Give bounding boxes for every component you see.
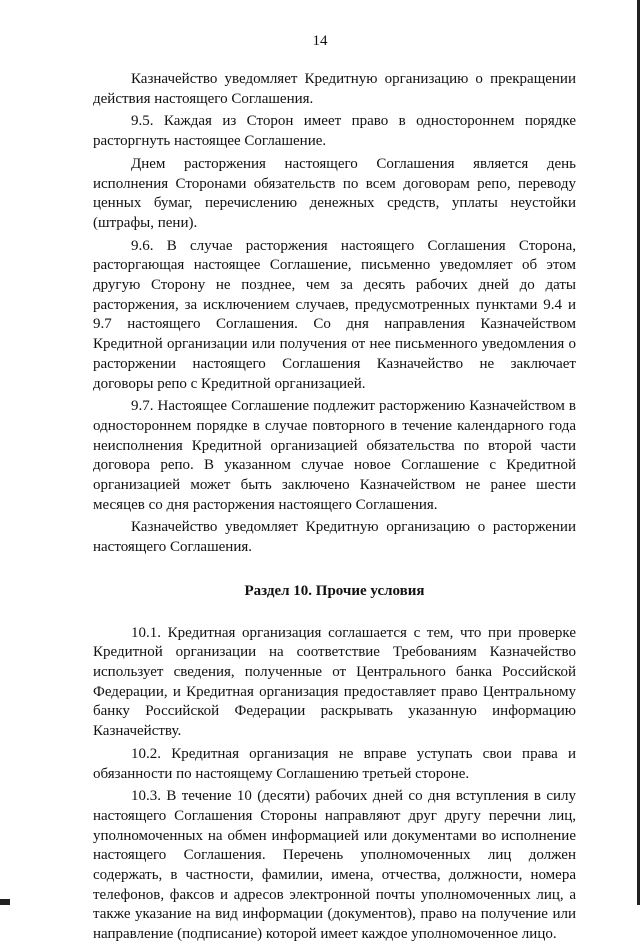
paragraph: Днем расторжения настоящего Соглашения является день исполнения Сторонами обязательств по всем договорам репо, переводу ценных бумаг, перечислению денежных средств, уплаты неустойки (штрафы, пени).	[93, 155, 576, 231]
paragraph-10-3: 10.3. В течение 10 (десяти) рабочих дней со дня вступления в силу настоящего Соглашения Стороны направляют друг другу перечни лиц, уполномоченных на обмен информацией или документами во исполнение настоящего Соглашения. Перечень уполномоченных лиц должен содержать, в частности, фамилии, имена, отчества, должности, номера телефонов, факсов и адресов электронной почты уполномоченных лиц, а также указание на вид информации (документов), право на получение или направление (подписание) которой имеет каждое уполномоченное лицо.	[93, 788, 576, 943]
paragraph-10-1: 10.1. Кредитная организация соглашается с тем, что при проверке Кредитной организации на соответствие Требованиям Казначейство использует сведения, полученные от Центрального банка Российской Федерации, и Кредитная организация предоставляет право Центральному банку Российской Федерации раскрывать указанную информацию Казначейству.	[93, 624, 576, 740]
paragraph-10-2: 10.2. Кредитная организация не вправе уступать свои права и обязанности по настоящему Соглашению третьей стороне.	[93, 745, 576, 782]
section-heading: Раздел 10. Прочие условия	[244, 582, 425, 599]
paragraph-9-7: 9.7. Настоящее Соглашение подлежит расторжению Казначейством в одностороннем порядке в случае повторного в течение календарного года неисполнения Кредитной организацией обязательства по второй части договора репо. В указанном случае новое Соглашение с Кредитной организацией может быть заключено Казначейством не ранее шести месяцев со дня расторжения настоящего Соглашения.	[93, 398, 576, 513]
paragraph: Казначейство уведомляет Кредитную организацию о расторжении настоящего Соглашения.	[93, 519, 576, 556]
page-number: 14	[312, 33, 328, 49]
paragraph-9-5: 9.5. Каждая из Сторон имеет право в одностороннем порядке расторгнуть настоящее Соглашение.	[93, 113, 576, 150]
paragraph: Казначейство уведомляет Кредитную организацию о прекращении действия настоящего Соглашения.	[93, 71, 576, 107]
page-body	[93, 70, 576, 945]
scan-corner-mark	[0, 899, 10, 905]
paragraph-9-6: 9.6. В случае расторжения настоящего Соглашения Сторона, расторгающая настоящее Соглашение, письменно уведомляет об этом другую Сторону не позднее, чем за десять рабочих дней до даты расторжения, за исключением случаев, предусмотренных пунктами 9.4 и 9.7 настоящего Соглашения. Со дня направления Казначейством Кредитной организации или получения от нее письменного уведомления о расторжении настоящего Соглашения Казначейство не заключает договоры репо с Кредитной организацией.	[93, 237, 576, 392]
